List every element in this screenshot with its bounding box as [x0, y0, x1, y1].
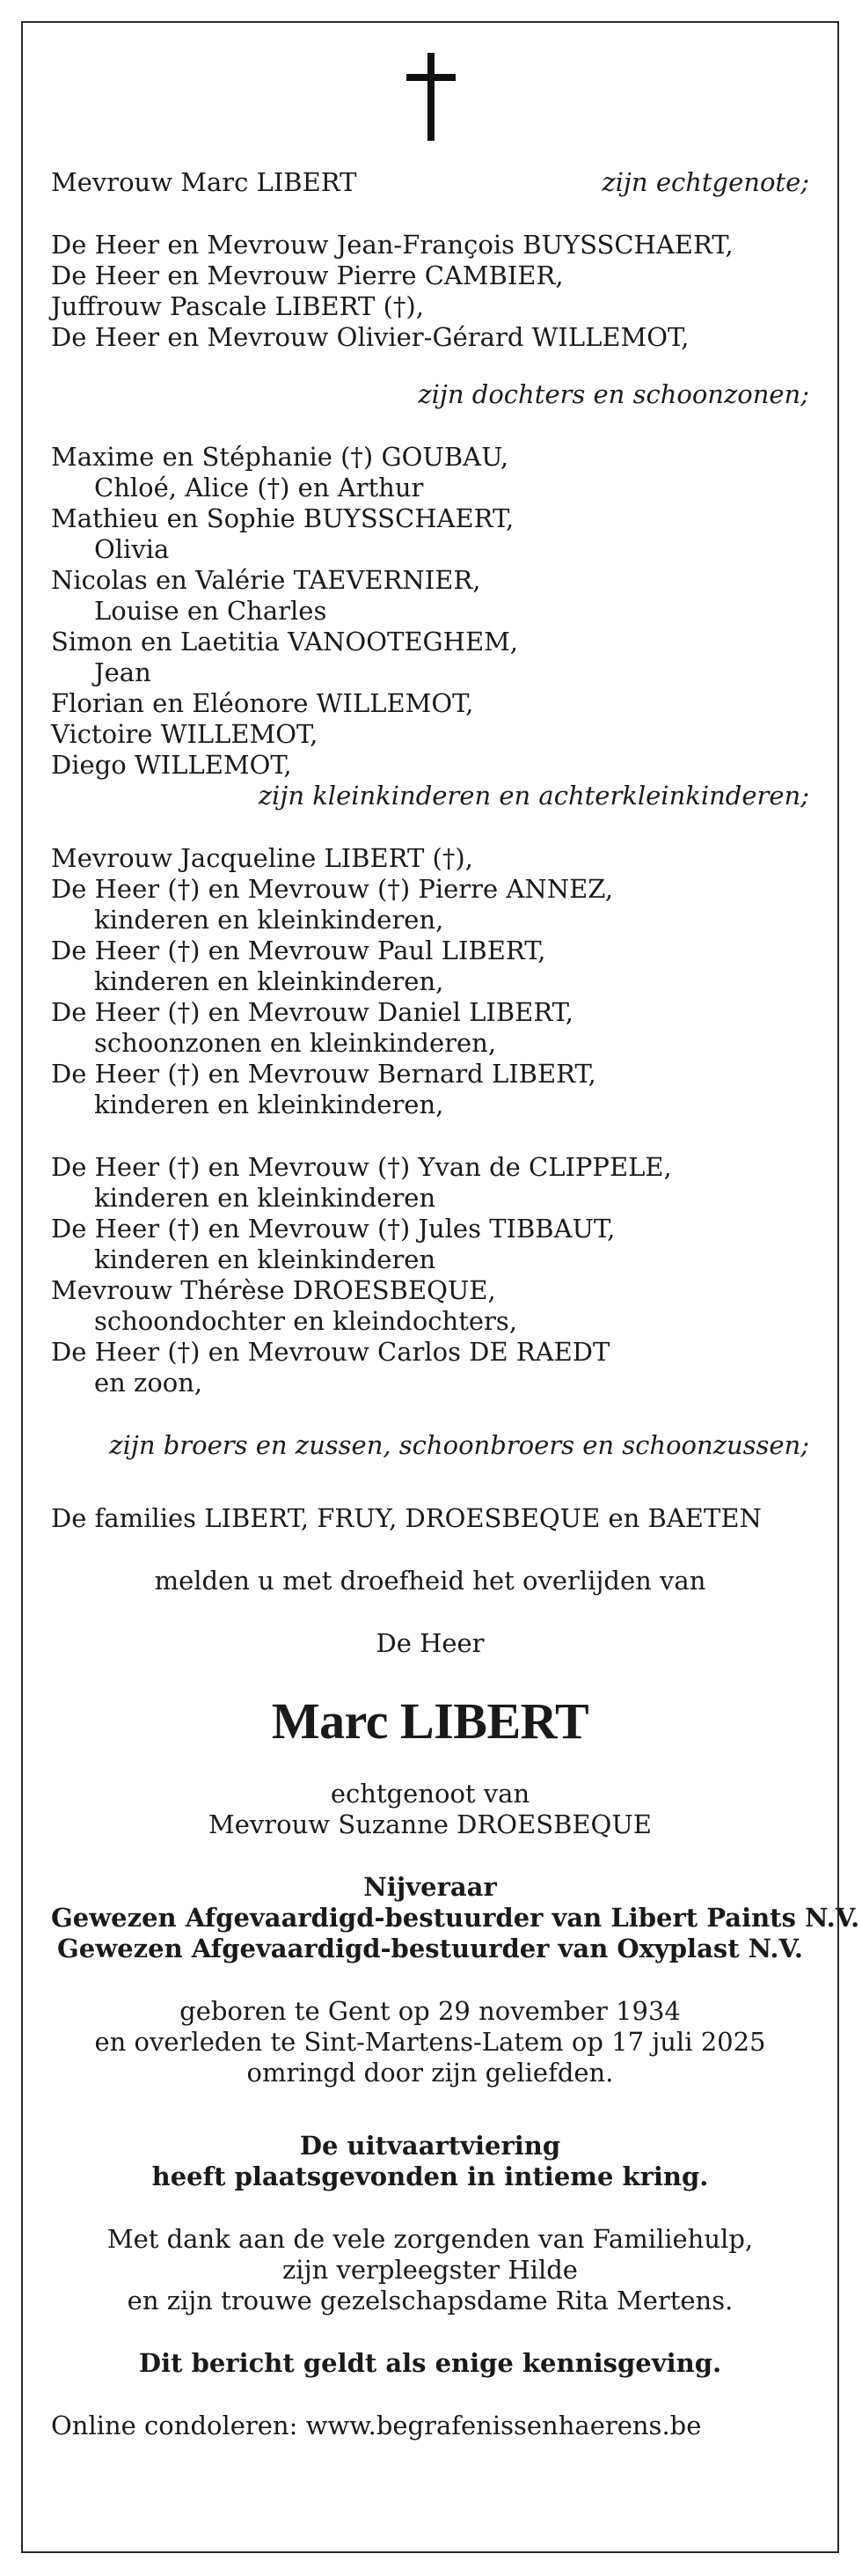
- list-item: De Heer (†) en Mevrouw Carlos DE RAEDT: [51, 1337, 610, 1367]
- list-item: Simon en Laetitia VANOOTEGHEM,: [51, 627, 519, 657]
- thanks-line: en zijn trouwe gezelschapsdame Rita Mertens.: [127, 2286, 734, 2315]
- thanks-line: Met dank aan de vele zorgenden van Familiehulp,: [106, 2224, 754, 2254]
- spouse-label: echtgenoot van: [330, 1779, 530, 1809]
- families-line: De families LIBERT, FRUY, DROESBEQUE en BAETEN: [51, 1503, 762, 1533]
- notice-line: Dit bericht geldt als enige kennisgeving.: [138, 2348, 722, 2378]
- wife-name: Mevrouw Marc LIBERT: [51, 167, 357, 197]
- list-item: schoondochter en kleindochters,: [94, 1306, 517, 1336]
- online-condolences[interactable]: Online condoleren: www.begrafenissenhaerens.be: [51, 2411, 702, 2440]
- list-item: schoonzonen en kleinkinderen,: [94, 1028, 497, 1058]
- spouse-name: Mevrouw Suzanne DROESBEQUE: [208, 1809, 652, 1839]
- list-item: Olivia: [94, 534, 170, 564]
- list-item: De Heer (†) en Mevrouw (†) Jules TIBBAUT,: [51, 1214, 616, 1244]
- list-item: Chloé, Alice (†) en Arthur: [94, 473, 424, 503]
- dates-block: [51, 1996, 809, 2088]
- list-item: De Heer (†) en Mevrouw (†) Yvan de CLIPPELE,: [51, 1152, 672, 1182]
- date-line: geboren te Gent op 29 november 1934: [179, 1996, 681, 2026]
- list-item: kinderen en kleinkinderen: [94, 1183, 436, 1213]
- daughters-role: zijn dochters en schoonzonen;: [418, 379, 809, 409]
- list-item: De Heer en Mevrouw Jean-François BUYSSCHAERT,: [51, 230, 734, 260]
- list-item: kinderen en kleinkinderen: [94, 1244, 436, 1274]
- list-item: Maxime en Stéphanie (†) GOUBAU,: [51, 442, 509, 472]
- list-item: Louise en Charles: [94, 596, 327, 626]
- obituary-content: [51, 167, 860, 2441]
- wife-line: [51, 167, 809, 198]
- grandchildren-list: [51, 442, 809, 781]
- date-line: en overleden te Sint-Martens-Latem op 17 juli 2025: [94, 2027, 766, 2057]
- list-item: De Heer (†) en Mevrouw Bernard LIBERT,: [51, 1059, 596, 1089]
- list-item: De Heer (†) en Mevrouw (†) Pierre ANNEZ,: [51, 874, 614, 904]
- ceremony-line: heeft plaatsgevonden in intieme kring.: [151, 2161, 709, 2191]
- list-item: Mevrouw Thérèse DROESBEQUE,: [51, 1275, 496, 1305]
- profession-block: [51, 1872, 860, 1964]
- profession-line: Gewezen Afgevaardigd-bestuurder van Libert Paints N.V.: [51, 1903, 860, 1933]
- list-item: en zoon,: [94, 1368, 203, 1398]
- grandchildren-role: zijn kleinkinderen en achterkleinkinderen;: [258, 781, 809, 811]
- list-item: De Heer en Mevrouw Pierre CAMBIER,: [51, 261, 564, 290]
- list-item: De Heer (†) en Mevrouw Daniel LIBERT,: [51, 997, 573, 1027]
- list-item: Victoire WILLEMOT,: [51, 719, 318, 749]
- ceremony-line: De uitvaartviering: [299, 2131, 561, 2161]
- list-item: kinderen en kleinkinderen,: [94, 905, 444, 935]
- list-item: kinderen en kleinkinderen,: [94, 966, 444, 996]
- profession-line: Gewezen Afgevaardigd-bestuurder van Oxyplast N.V.: [57, 1934, 803, 1963]
- list-item: Diego WILLEMOT,: [51, 750, 292, 780]
- list-item: Nicolas en Valérie TAEVERNIER,: [51, 565, 481, 595]
- list-item: Mevrouw Jacqueline LIBERT (†),: [51, 843, 473, 873]
- list-item: Mathieu en Sophie BUYSSCHAERT,: [51, 503, 515, 533]
- announce-line: melden u met droefheid het overlijden van: [154, 1566, 706, 1596]
- siblings-list-b: [51, 1152, 809, 1398]
- cross-icon: [406, 53, 456, 141]
- siblings-list-a: [51, 843, 809, 1120]
- profession-line: Nijveraar: [363, 1872, 497, 1902]
- list-item: De Heer en Mevrouw Olivier-Gérard WILLEMOT,: [51, 322, 690, 352]
- title-line: De Heer: [376, 1628, 485, 1658]
- ceremony-block: [51, 2131, 809, 2192]
- thanks-line: zijn verpleegster Hilde: [282, 2255, 578, 2285]
- daughters-list: [51, 230, 809, 353]
- list-item: Florian en Eléonore WILLEMOT,: [51, 688, 474, 718]
- list-item: kinderen en kleinkinderen,: [94, 1090, 444, 1119]
- wife-role: zijn echtgenote;: [602, 167, 809, 197]
- list-item: Juffrouw Pascale LIBERT (†),: [51, 291, 424, 321]
- list-item: De Heer (†) en Mevrouw Paul LIBERT,: [51, 936, 546, 965]
- deceased-name: Marc LIBERT: [271, 1692, 589, 1750]
- siblings-role: zijn broers en zussen, schoonbroers en schoonzussen;: [109, 1430, 809, 1460]
- date-line: omringd door zijn geliefden.: [246, 2058, 614, 2088]
- thanks-block: [51, 2224, 809, 2316]
- list-item: Jean: [94, 657, 151, 687]
